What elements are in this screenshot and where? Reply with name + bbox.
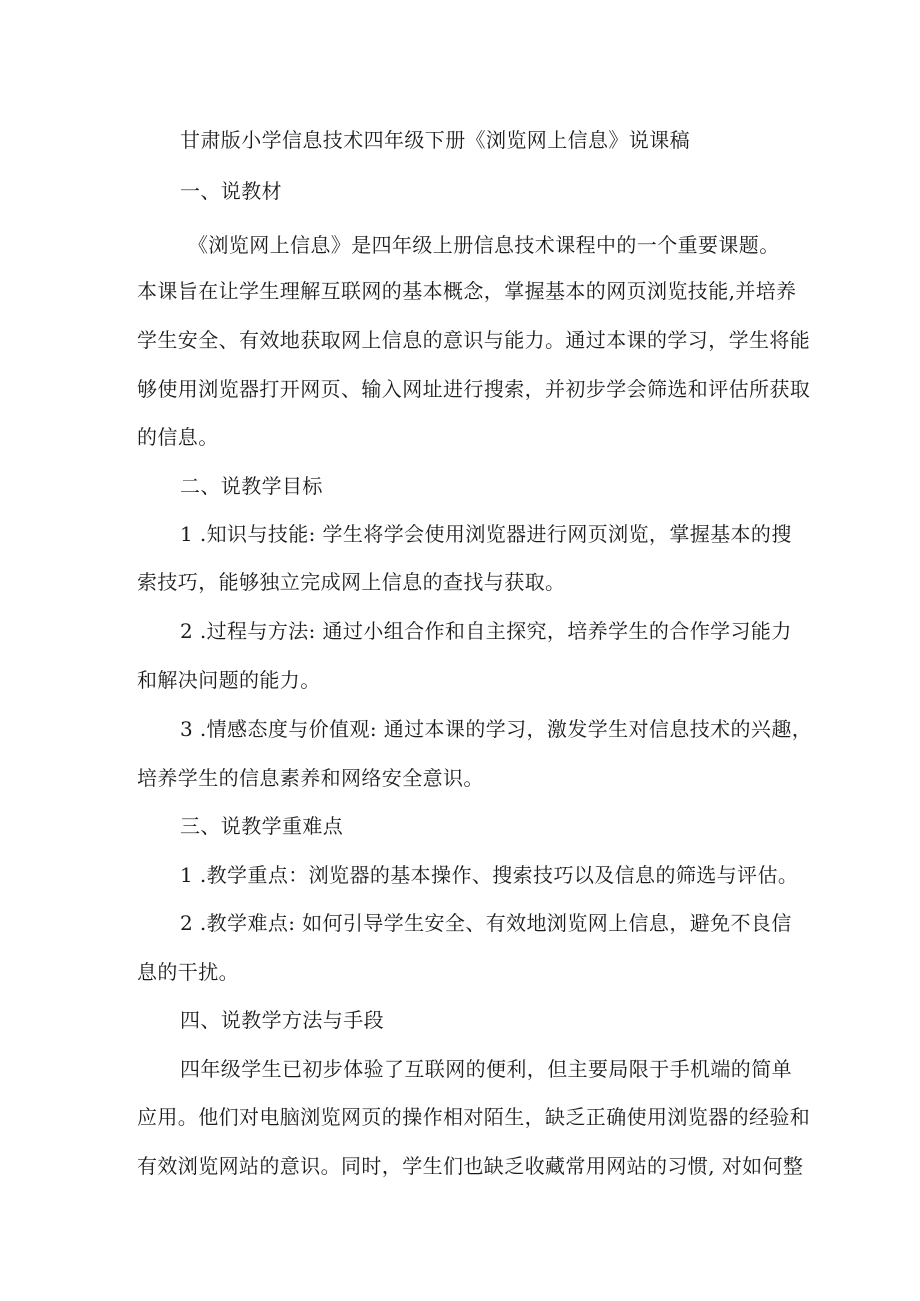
section-heading: 一、说教材 xyxy=(180,179,282,203)
paragraph-line: 培养学生的信息素养和网络安全意识。 xyxy=(137,766,484,790)
paragraph-line: 本课旨在让学生理解互联网的基本概念，掌握基本的网页浏览技能,并培养 xyxy=(137,279,797,303)
paragraph-line: 2 .教学难点: 如何引导学生安全、有效地浏览网上信息，避免不良信 xyxy=(180,911,792,935)
paragraph-line: 1 .知识与技能: 学生将学会使用浏览器进行网页浏览，掌握基本的搜 xyxy=(180,522,792,546)
paragraph-line: 《浏览网上信息》是四年级上册信息技术课程中的一个重要课题。 xyxy=(188,233,780,257)
paragraph-line: 应用。他们对电脑浏览网页的操作相对陌生，缺乏正确使用浏览器的经验和 xyxy=(137,1105,811,1129)
document-title: 甘肃版小学信息技术四年级下册《浏览网上信息》说课稿 xyxy=(180,128,690,152)
paragraph-line: 够使用浏览器打开网页、输入网址进行搜索，并初步学会筛选和评估所获取 xyxy=(137,377,811,401)
paragraph-line: 四年级学生已初步体验了互联网的便利，但主要局限于手机端的简单 xyxy=(180,1057,792,1081)
paragraph-line: 学生安全、有效地获取网上信息的意识与能力。通过本课的学习，学生将能 xyxy=(137,328,811,352)
paragraph-line: 2 .过程与方法: 通过小组合作和自主探究，培养学生的合作学习能力 xyxy=(180,619,792,643)
section-heading: 二、说教学目标 xyxy=(180,474,323,498)
section-heading: 四、说教学方法与手段 xyxy=(180,1008,384,1032)
paragraph-line: 息的干扰。 xyxy=(137,960,239,984)
paragraph-line: 索技巧，能够独立完成网上信息的查找与获取。 xyxy=(137,570,566,594)
paragraph-line: 的信息。 xyxy=(137,425,219,449)
paragraph-line: 有效浏览网站的意识。同时，学生们也缺乏收藏常用网站的习惯, 对如何整 xyxy=(137,1154,804,1178)
paragraph-line: 1 .教学重点：浏览器的基本操作、搜索技巧以及信息的筛选与评估。 xyxy=(180,863,799,887)
paragraph-line: 和解决问题的能力。 xyxy=(137,668,321,692)
paragraph-line: 3 .情感态度与价值观: 通过本课的学习，激发学生对信息技术的兴趣， xyxy=(180,717,813,741)
section-heading: 三、说教学重难点 xyxy=(180,814,344,838)
